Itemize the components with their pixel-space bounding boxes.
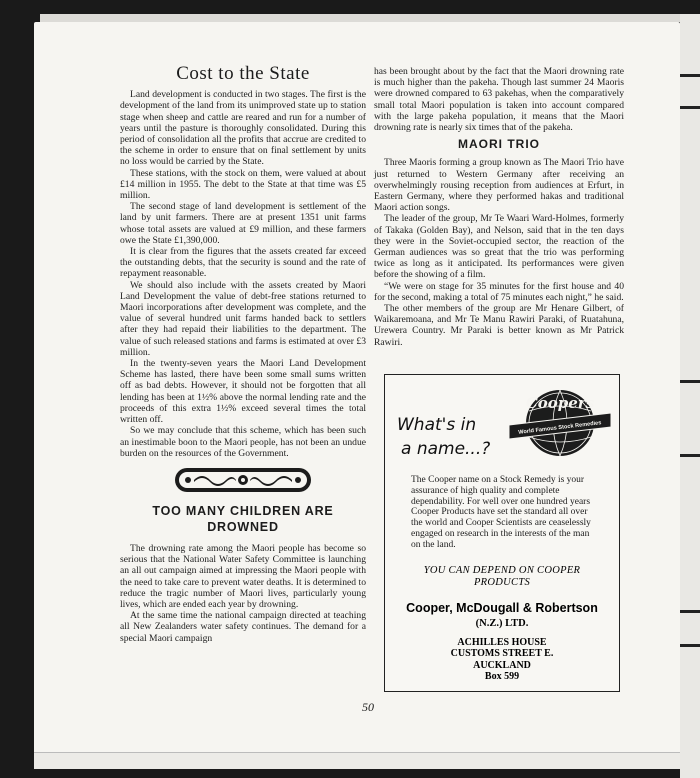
ad-depend-text [395, 565, 609, 589]
cost-paragraph: It is clear from the figures that the assets created far exceed the outstanding debts, that the security is sound and the rate of repayment reasonable. [120, 246, 366, 280]
ad-address-line: CUSTOMS STREET E. [450, 648, 554, 660]
cost-paragraph: These stations, with the stock on them, were valued at about £14 million in 1955. The debt to the State at that time was £5 million. [120, 167, 366, 202]
trio-paragraph: The other members of the group are Mr Henare Gilbert, of Waikaremoana, and Mr Te Manu Rawiri Paraki, of Ruatahuna, Urewera Country. Mr Paraki is better known as Mr Patrick Rawiri. [374, 303, 624, 348]
edge-mark [680, 644, 700, 647]
page-bottom-edge [34, 752, 680, 769]
coopers-advertisement [384, 374, 620, 692]
edge-mark [680, 454, 700, 457]
trio-paragraph: “We were on stage for 35 minutes for the first house and 40 for the second, making a total of 75 minutes each night,” he said. [374, 280, 624, 303]
drowned-paragraph: At the same time the national campaign directed at teaching all New Zealanders water safety continues. The demand for a special Maori campaign [120, 610, 366, 644]
ad-address-line: Box 599 [484, 671, 520, 683]
edge-mark [680, 106, 700, 109]
ad-headline-line: a name...? [401, 439, 491, 459]
ad-body-text: The Cooper name on a Stock Remedy is your assurance of high quality and complete dependability. For well over one hundred years Cooper Products have set the standard all over the world and Cooper Scientists are ceaselessly engaged on research in the interests of the man on the land. [411, 475, 591, 550]
ad-headline [397, 413, 490, 461]
maori-ornament-icon [174, 467, 312, 493]
ad-address-line: AUCKLAND [473, 659, 531, 671]
left-column [120, 63, 366, 644]
page-top-edge [40, 14, 680, 22]
continued-paragraph: has been brought about by the fact that the Maori drowning rate is much higher than the pakeha. Though last summer 24 Maoris were drowned compared to 63 pakehas, when the comparatively small total Maori population is taken into account compared with the large pakeha population, it means that the Maori drowning rate is nearly six times that of the pakeha. [374, 66, 624, 134]
ad-depend-line: PRODUCTS [473, 577, 531, 588]
trio-paragraph: The leader of the group, Mr Te Waari Ward-Holmes, formerly of Takaka (Golden Bay), and Nelson, said that in the ten days they were in the Soviet-occupied sector, the reaction of the German audiences was so great that the trio was performing twice as long as it anticipated. Its performances were given before the showing of a film. [374, 213, 624, 281]
ad-headline-line: What's in [397, 415, 477, 435]
cost-to-state-title: Cost to the State [176, 63, 310, 84]
logo-tagline: World Famous Stock Remedies [518, 420, 602, 436]
page-number: 50 [362, 700, 374, 714]
cost-paragraph: So we may conclude that this scheme, which has been such an inestimable boon to the Maori people, has not been an undue burden on the resources of the Government. [120, 425, 366, 459]
coopers-globe-logo-icon [509, 387, 611, 459]
ad-company-name: Cooper, McDougall & Robertson [406, 601, 598, 615]
drowned-paragraph: The drowning rate among the Maori people has become so serious that the National Water Safety Committee is launching an all out campaign aimed at impressing the Maori people with the need to take care to prevent water deaths. It is determined to reduce the tragic number of Maori lives, particularly young lives, which are ended each year by drowning. [120, 542, 366, 610]
drowned-heading: TOO MANY CHILDREN ARE DROWNED [152, 503, 334, 534]
right-column [374, 66, 624, 348]
ad-company-suffix: (N.Z.) LTD. [475, 618, 529, 629]
trio-paragraph: Three Maoris forming a group known as The Maori Trio have just returned to Western Germany after receiving an overwhelmingly rousing reception from audiences at Erfurt, in Eastern Germany, where they performed hakas and traditional Maori action songs. [374, 157, 624, 214]
edge-mark [680, 74, 700, 77]
ad-depend-line: YOU CAN DEPEND ON COOPER [423, 565, 581, 576]
cost-paragraph: Land development is conducted in two stages. The first is the development of the land from its unimproved state up to station stage when sheep and cattle are reared and run for a number of years until the pasture is thoroughly consolidated. During this period of consolidation all the profits that accrue are credited to the scheme in order to ensure that on final settlement by units no loss would be carried by the State. [120, 89, 366, 168]
maori-trio-heading: MAORI TRIO [458, 137, 540, 152]
facing-page-edge [680, 14, 700, 778]
ad-address-line: ACHILLES HOUSE [457, 637, 547, 648]
edge-mark [680, 380, 700, 383]
ad-address [389, 637, 615, 683]
cost-paragraph: In the twenty-seven years the Maori Land Development Scheme has lasted, there have been some small sums written off as bad debts. However, it should not be forgotten that all lending has been at 1½% above the normal lending rate and the proceeds of this extra 1½% exceed several times the total written off. [120, 358, 366, 426]
edge-mark [680, 610, 700, 613]
cost-paragraph: We should also include with the assets created by Maori Land Development the value of debt-free stations returned to Maori incorporations after development was complete, and the value of several hundred unit farms handed back to settlers after they had repaid their liabilities to the department. The value of such released stations and farms is estimated at over £3 million. [120, 279, 366, 358]
cost-paragraph: The second stage of land development is settlement of the land by unit farmers. There are at present 1351 unit farms whose total assets are valued at £9 million, and these farmers owe the State £1,390,000. [120, 201, 366, 246]
logo-brand: Coopers [525, 394, 595, 412]
